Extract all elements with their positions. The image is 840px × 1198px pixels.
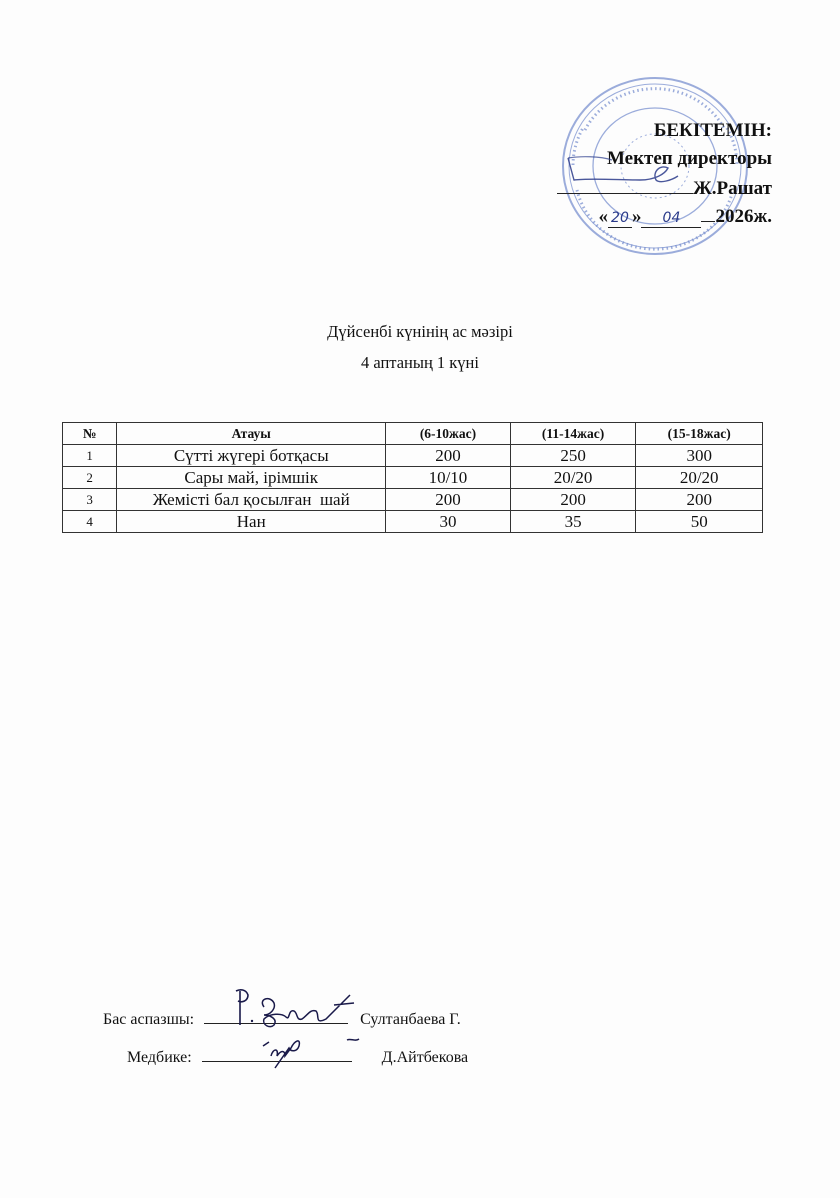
nurse-label: Медбике:: [127, 1049, 192, 1066]
date-open-quote: «: [598, 206, 608, 227]
date-blank: [701, 221, 715, 222]
header-age-6-10: (6-10жас): [386, 423, 511, 445]
approval-date: [557, 203, 772, 231]
header-age-15-18: (15-18жас): [636, 423, 763, 445]
table-row: [63, 445, 763, 467]
director-signature-icon: [560, 150, 690, 195]
row-number: 4: [63, 511, 117, 533]
table-row: [63, 467, 763, 489]
portion-6-10: 200: [386, 489, 511, 511]
header-age-11-14: (11-14жас): [510, 423, 636, 445]
row-number: 3: [63, 489, 117, 511]
dish-name: Сүтті жүгері ботқасы: [117, 445, 386, 467]
approval-heading: БЕКІТЕМІН:: [653, 120, 772, 141]
header-name: Атауы: [117, 423, 386, 445]
table-row: [63, 511, 763, 533]
header-number: №: [63, 423, 117, 445]
portion-6-10: 200: [386, 445, 511, 467]
portion-11-14: 35: [510, 511, 636, 533]
portion-6-10: 10/10: [386, 467, 511, 489]
table-header-row: [63, 423, 763, 445]
portion-11-14: 200: [510, 489, 636, 511]
row-number: 1: [63, 445, 117, 467]
menu-table: [62, 422, 763, 533]
row-number: 2: [63, 467, 117, 489]
date-month: 04: [641, 209, 701, 228]
portion-15-18: 300: [636, 445, 763, 467]
portion-6-10: 30: [386, 511, 511, 533]
dish-name: Нан: [117, 511, 386, 533]
director-name: Ж.Рашат: [692, 178, 772, 199]
dish-name: Жемісті бал қосылған шай: [117, 489, 386, 511]
document-subtitle: 4 аптаның 1 күні: [361, 353, 479, 372]
portion-15-18: 20/20: [636, 467, 763, 489]
portion-11-14: 250: [510, 445, 636, 467]
date-year: 2026ж.: [715, 206, 772, 227]
dish-name: Сары май, ірімшік: [117, 467, 386, 489]
document-title: Дүйсенбі күнінің ас мәзірі: [327, 322, 513, 341]
chef-label: Бас аспазшы:: [103, 1011, 195, 1028]
nurse-name: Д.Айтбекова: [381, 1049, 469, 1066]
portion-15-18: 50: [636, 511, 763, 533]
table-row: [63, 489, 763, 511]
portion-11-14: 20/20: [510, 467, 636, 489]
nurse-signature-icon: [255, 1030, 365, 1070]
chef-name: Султанбаева Г.: [360, 1011, 461, 1028]
chef-signature-icon: [230, 985, 370, 1030]
portion-15-18: 200: [636, 489, 763, 511]
date-close-quote: »: [631, 206, 642, 227]
date-day: 20: [608, 209, 632, 228]
approval-position: Мектеп директоры: [606, 148, 772, 169]
